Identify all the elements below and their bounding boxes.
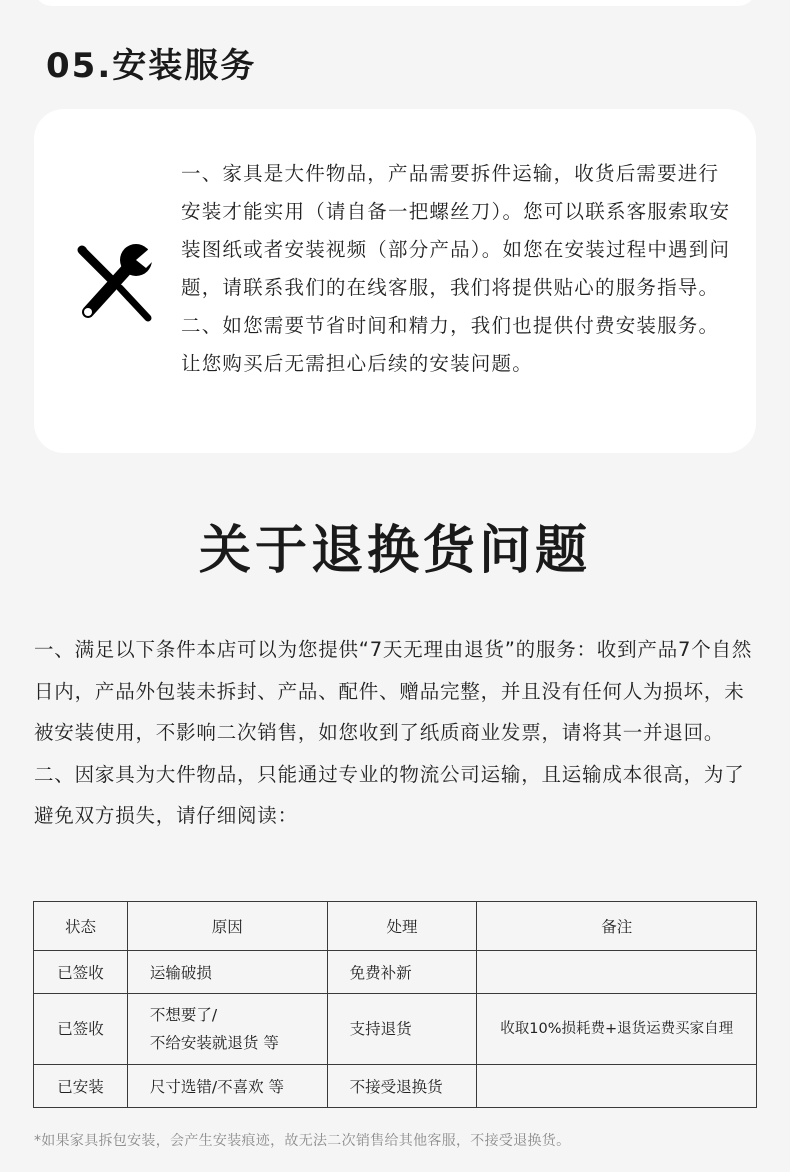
footnote: *如果家具拆包安装，会产生安装痕迹，故无法二次销售给其他客服，不接受退换货。 [34,1133,571,1149]
tools-icon [74,240,158,324]
table-row [34,951,757,994]
cell-reason-line: 不想要了/ [149,1006,218,1024]
cell-remark [477,1065,757,1108]
cell-remark [477,951,757,994]
header-reason: 原因 [127,902,327,951]
cell-status: 已安装 [34,1065,128,1108]
install-section-title: 05.安装服务 [46,46,257,86]
header-remark: 备注 [477,902,757,951]
install-text [181,155,733,383]
cell-status: 已签收 [34,951,128,994]
cell-remark: 收取10%损耗费+退货运费买家自理 [477,994,757,1065]
returns-table [33,901,757,1108]
install-service-card [34,109,756,453]
cell-status: 已签收 [34,994,128,1065]
returns-paragraph: 一、满足以下条件本店可以为您提供“7天无理由退货”的服务：收到产品7个自然日内，产品外包装未拆封、产品、配件、赠品完整，并且没有任何人为损坏，未被安装使用，不影响二次销售，如您收到了纸质商业发票，请将其一并退回。 [34,638,753,744]
table-row [34,994,757,1065]
header-handling: 处理 [327,902,477,951]
cell-reason: 尺寸选错/不喜欢 等 [127,1065,327,1108]
table-row [34,1065,757,1108]
table-header-row [34,902,757,951]
cell-reason-line: 不给安装就退货 等 [149,1034,279,1052]
header-status: 状态 [34,902,128,951]
returns-paragraph: 二、因家具为大件物品，只能通过专业的物流公司运输，且运输成本很高，为了避免双方损失，请仔细阅读： [34,762,745,827]
cell-handling: 免费补新 [327,951,477,994]
cell-handling: 不接受退换货 [327,1065,477,1108]
cell-reason [127,994,327,1065]
cell-handling: 支持退货 [327,994,477,1065]
previous-card-edge [34,0,756,6]
returns-text [34,629,758,837]
install-paragraph: 一、家具是大件物品，产品需要拆件运输，收货后需要进行安装才能实用（请自备一把螺丝刀）。您可以联系客服索取安装图纸或者安装视频（部分产品）。如您在安装过程中遇到问题，请联系我们的在线客服，我们将提供贴心的服务指导。 [181,162,731,299]
cell-reason: 运输破损 [127,951,327,994]
returns-heading: 关于退换货问题 [198,521,591,581]
install-paragraph: 二、如您需要节省时间和精力，我们也提供付费安装服务。让您购买后无需担心后续的安装问题。 [181,314,720,375]
